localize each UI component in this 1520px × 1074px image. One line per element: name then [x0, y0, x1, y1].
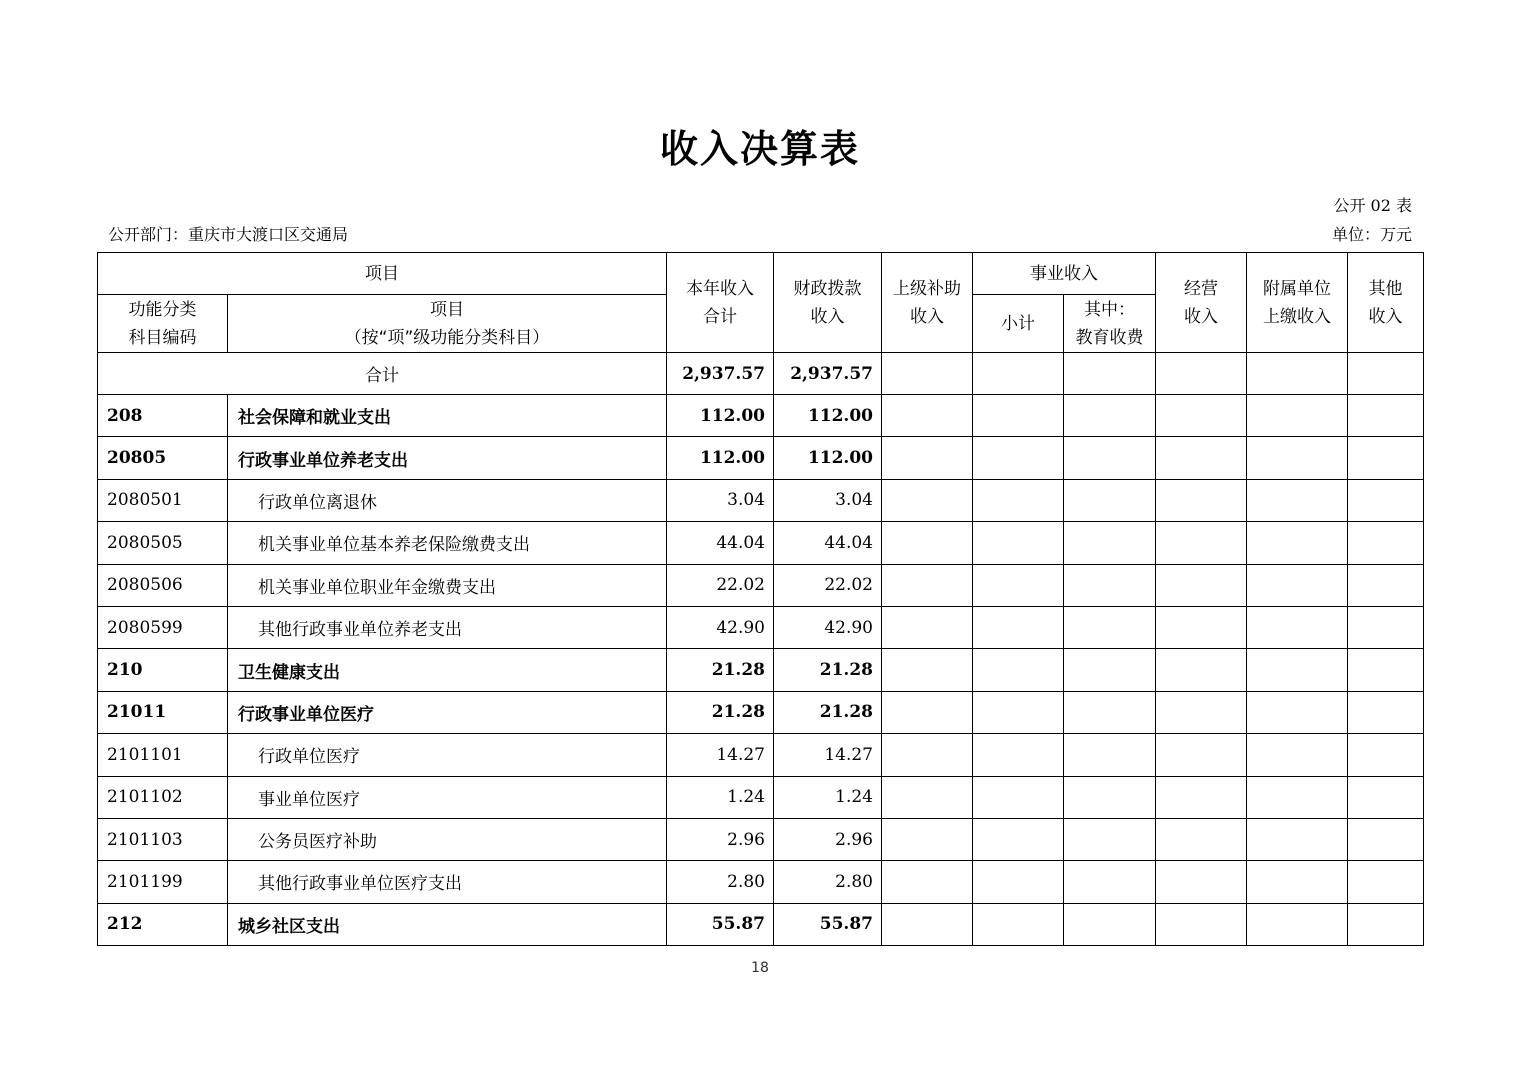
row-name: 社会保障和就业支出 [228, 395, 667, 437]
empty-cell [882, 861, 973, 903]
empty-cell [1064, 606, 1156, 648]
table-row [98, 479, 1424, 521]
empty-cell [1156, 861, 1247, 903]
row-fiscal: 2.80 [774, 861, 882, 903]
empty-cell [1348, 903, 1424, 945]
header-item: 项目 （按“项”级功能分类科目） [228, 295, 667, 353]
empty-cell [973, 691, 1064, 733]
empty-cell [1348, 479, 1424, 521]
empty-cell [1064, 861, 1156, 903]
table-row [98, 776, 1424, 818]
table-row [98, 903, 1424, 945]
row-code: 2080501 [98, 479, 228, 521]
empty-cell [1156, 903, 1247, 945]
row-fiscal: 22.02 [774, 564, 882, 606]
empty-cell [973, 861, 1064, 903]
row-total: 22.02 [667, 564, 774, 606]
row-total: 2.80 [667, 861, 774, 903]
row-code: 210 [98, 649, 228, 691]
row-code: 208 [98, 395, 228, 437]
empty-cell [1156, 522, 1247, 564]
table-row [98, 818, 1424, 860]
header-upper-subsidy: 上级补助 收入 [882, 253, 973, 353]
row-code: 2101199 [98, 861, 228, 903]
empty-cell [882, 479, 973, 521]
row-fiscal: 14.27 [774, 734, 882, 776]
empty-cell [1156, 606, 1247, 648]
empty-cell [1156, 691, 1247, 733]
row-fiscal: 42.90 [774, 606, 882, 648]
row-code: 2080505 [98, 522, 228, 564]
empty-cell [1247, 395, 1348, 437]
empty-cell [882, 437, 973, 479]
header-affiliated: 附属单位 上缴收入 [1247, 253, 1348, 353]
row-total: 21.28 [667, 691, 774, 733]
table-row [98, 861, 1424, 903]
row-name: 机关事业单位职业年金缴费支出 [228, 564, 667, 606]
row-fiscal: 2.96 [774, 818, 882, 860]
table-row [98, 649, 1424, 691]
empty-cell [1247, 606, 1348, 648]
empty-cell [1064, 479, 1156, 521]
empty-cell [882, 776, 973, 818]
empty-cell [1247, 861, 1348, 903]
empty-cell [1348, 437, 1424, 479]
row-code: 212 [98, 903, 228, 945]
header-business-income: 事业收入 [973, 253, 1156, 295]
row-name: 其他行政事业单位养老支出 [228, 606, 667, 648]
empty-cell [1156, 818, 1247, 860]
row-fiscal: 44.04 [774, 522, 882, 564]
row-total: 21.28 [667, 649, 774, 691]
table-row [98, 395, 1424, 437]
table-row [98, 522, 1424, 564]
table-row [98, 564, 1424, 606]
row-fiscal: 21.28 [774, 649, 882, 691]
total-income-value: 2,937.57 [667, 353, 774, 395]
row-total: 112.00 [667, 395, 774, 437]
table-row [98, 734, 1424, 776]
page-number: 18 [751, 960, 769, 976]
header-total-income: 本年收入 合计 [667, 253, 774, 353]
row-name: 行政事业单位医疗 [228, 691, 667, 733]
empty-cell [1247, 776, 1348, 818]
empty-cell [1348, 564, 1424, 606]
department-label: 公开部门：重庆市大渡口区交通局 [108, 225, 349, 244]
header-fiscal: 财政拨款 收入 [774, 253, 882, 353]
empty-cell [1156, 395, 1247, 437]
empty-cell [1247, 903, 1348, 945]
row-name: 行政单位离退休 [228, 479, 667, 521]
empty-cell [1247, 564, 1348, 606]
empty-cell [1247, 479, 1348, 521]
empty-cell [882, 564, 973, 606]
empty-cell [973, 522, 1064, 564]
total-fiscal-value: 2,937.57 [774, 353, 882, 395]
table-row [98, 691, 1424, 733]
total-label: 合计 [98, 353, 667, 395]
row-total: 44.04 [667, 522, 774, 564]
empty-cell [1156, 437, 1247, 479]
header-subtotal: 小计 [973, 295, 1064, 353]
row-total: 14.27 [667, 734, 774, 776]
row-name: 机关事业单位基本养老保险缴费支出 [228, 522, 667, 564]
header-row-1 [98, 253, 1424, 295]
empty-cell [882, 649, 973, 691]
row-name: 卫生健康支出 [228, 649, 667, 691]
row-fiscal: 112.00 [774, 437, 882, 479]
empty-cell [1064, 776, 1156, 818]
empty-cell [973, 479, 1064, 521]
row-fiscal: 21.28 [774, 691, 882, 733]
table-row [98, 437, 1424, 479]
empty-cell [973, 649, 1064, 691]
empty-cell [973, 395, 1064, 437]
empty-cell [882, 903, 973, 945]
unit-label: 单位：万元 [1331, 225, 1412, 244]
row-code: 2101103 [98, 818, 228, 860]
empty-cell [1064, 818, 1156, 860]
empty-cell [1348, 691, 1424, 733]
empty-cell [973, 734, 1064, 776]
row-name: 公务员医疗补助 [228, 818, 667, 860]
row-total: 112.00 [667, 437, 774, 479]
row-code: 20805 [98, 437, 228, 479]
empty-cell [1348, 861, 1424, 903]
row-code: 21011 [98, 691, 228, 733]
empty-cell [1064, 437, 1156, 479]
row-name: 城乡社区支出 [228, 903, 667, 945]
empty-cell [1156, 734, 1247, 776]
row-name: 行政事业单位养老支出 [228, 437, 667, 479]
row-code: 2101101 [98, 734, 228, 776]
row-name: 行政单位医疗 [228, 734, 667, 776]
empty-cell [1348, 395, 1424, 437]
empty-cell [1348, 522, 1424, 564]
empty-cell [882, 818, 973, 860]
empty-cell [1064, 649, 1156, 691]
empty-cell [1064, 522, 1156, 564]
empty-cell [1348, 818, 1424, 860]
empty-cell [1348, 606, 1424, 648]
row-total: 3.04 [667, 479, 774, 521]
page-title: 收入决算表 [659, 127, 860, 171]
row-code: 2101102 [98, 776, 228, 818]
empty-cell [882, 606, 973, 648]
table-row [98, 606, 1424, 648]
row-total: 2.96 [667, 818, 774, 860]
empty-cell [1156, 564, 1247, 606]
empty-cell [882, 691, 973, 733]
empty-cell [1156, 776, 1247, 818]
empty-cell [973, 437, 1064, 479]
row-name: 事业单位医疗 [228, 776, 667, 818]
form-number: 公开 02 表 [1333, 196, 1412, 215]
empty-cell [1064, 734, 1156, 776]
empty-cell [1247, 649, 1348, 691]
row-fiscal: 112.00 [774, 395, 882, 437]
income-table [97, 252, 1424, 946]
empty-cell [1064, 691, 1156, 733]
header-func-code: 功能分类 科目编码 [98, 295, 228, 353]
empty-cell [882, 395, 973, 437]
header-other: 其他 收入 [1348, 253, 1424, 353]
empty-cell [882, 522, 973, 564]
row-fiscal: 1.24 [774, 776, 882, 818]
empty-cell [1156, 649, 1247, 691]
empty-cell [1247, 734, 1348, 776]
header-project: 项目 [98, 253, 667, 295]
empty-cell [973, 818, 1064, 860]
empty-cell [1247, 691, 1348, 733]
empty-cell [1064, 395, 1156, 437]
row-code: 2080506 [98, 564, 228, 606]
header-edu-fee: 其中： 教育收费 [1064, 295, 1156, 353]
header-operating: 经营 收入 [1156, 253, 1247, 353]
row-total: 42.90 [667, 606, 774, 648]
empty-cell [1064, 903, 1156, 945]
row-fiscal: 3.04 [774, 479, 882, 521]
row-total: 55.87 [667, 903, 774, 945]
empty-cell [973, 606, 1064, 648]
empty-cell [1064, 564, 1156, 606]
empty-cell [973, 564, 1064, 606]
row-code: 2080599 [98, 606, 228, 648]
total-row [98, 353, 1424, 395]
empty-cell [1348, 649, 1424, 691]
empty-cell [1156, 479, 1247, 521]
row-name: 其他行政事业单位医疗支出 [228, 861, 667, 903]
empty-cell [1348, 734, 1424, 776]
row-fiscal: 55.87 [774, 903, 882, 945]
row-total: 1.24 [667, 776, 774, 818]
empty-cell [1247, 522, 1348, 564]
empty-cell [1247, 437, 1348, 479]
empty-cell [1348, 776, 1424, 818]
empty-cell [973, 903, 1064, 945]
empty-cell [973, 776, 1064, 818]
empty-cell [1247, 818, 1348, 860]
empty-cell [882, 734, 973, 776]
